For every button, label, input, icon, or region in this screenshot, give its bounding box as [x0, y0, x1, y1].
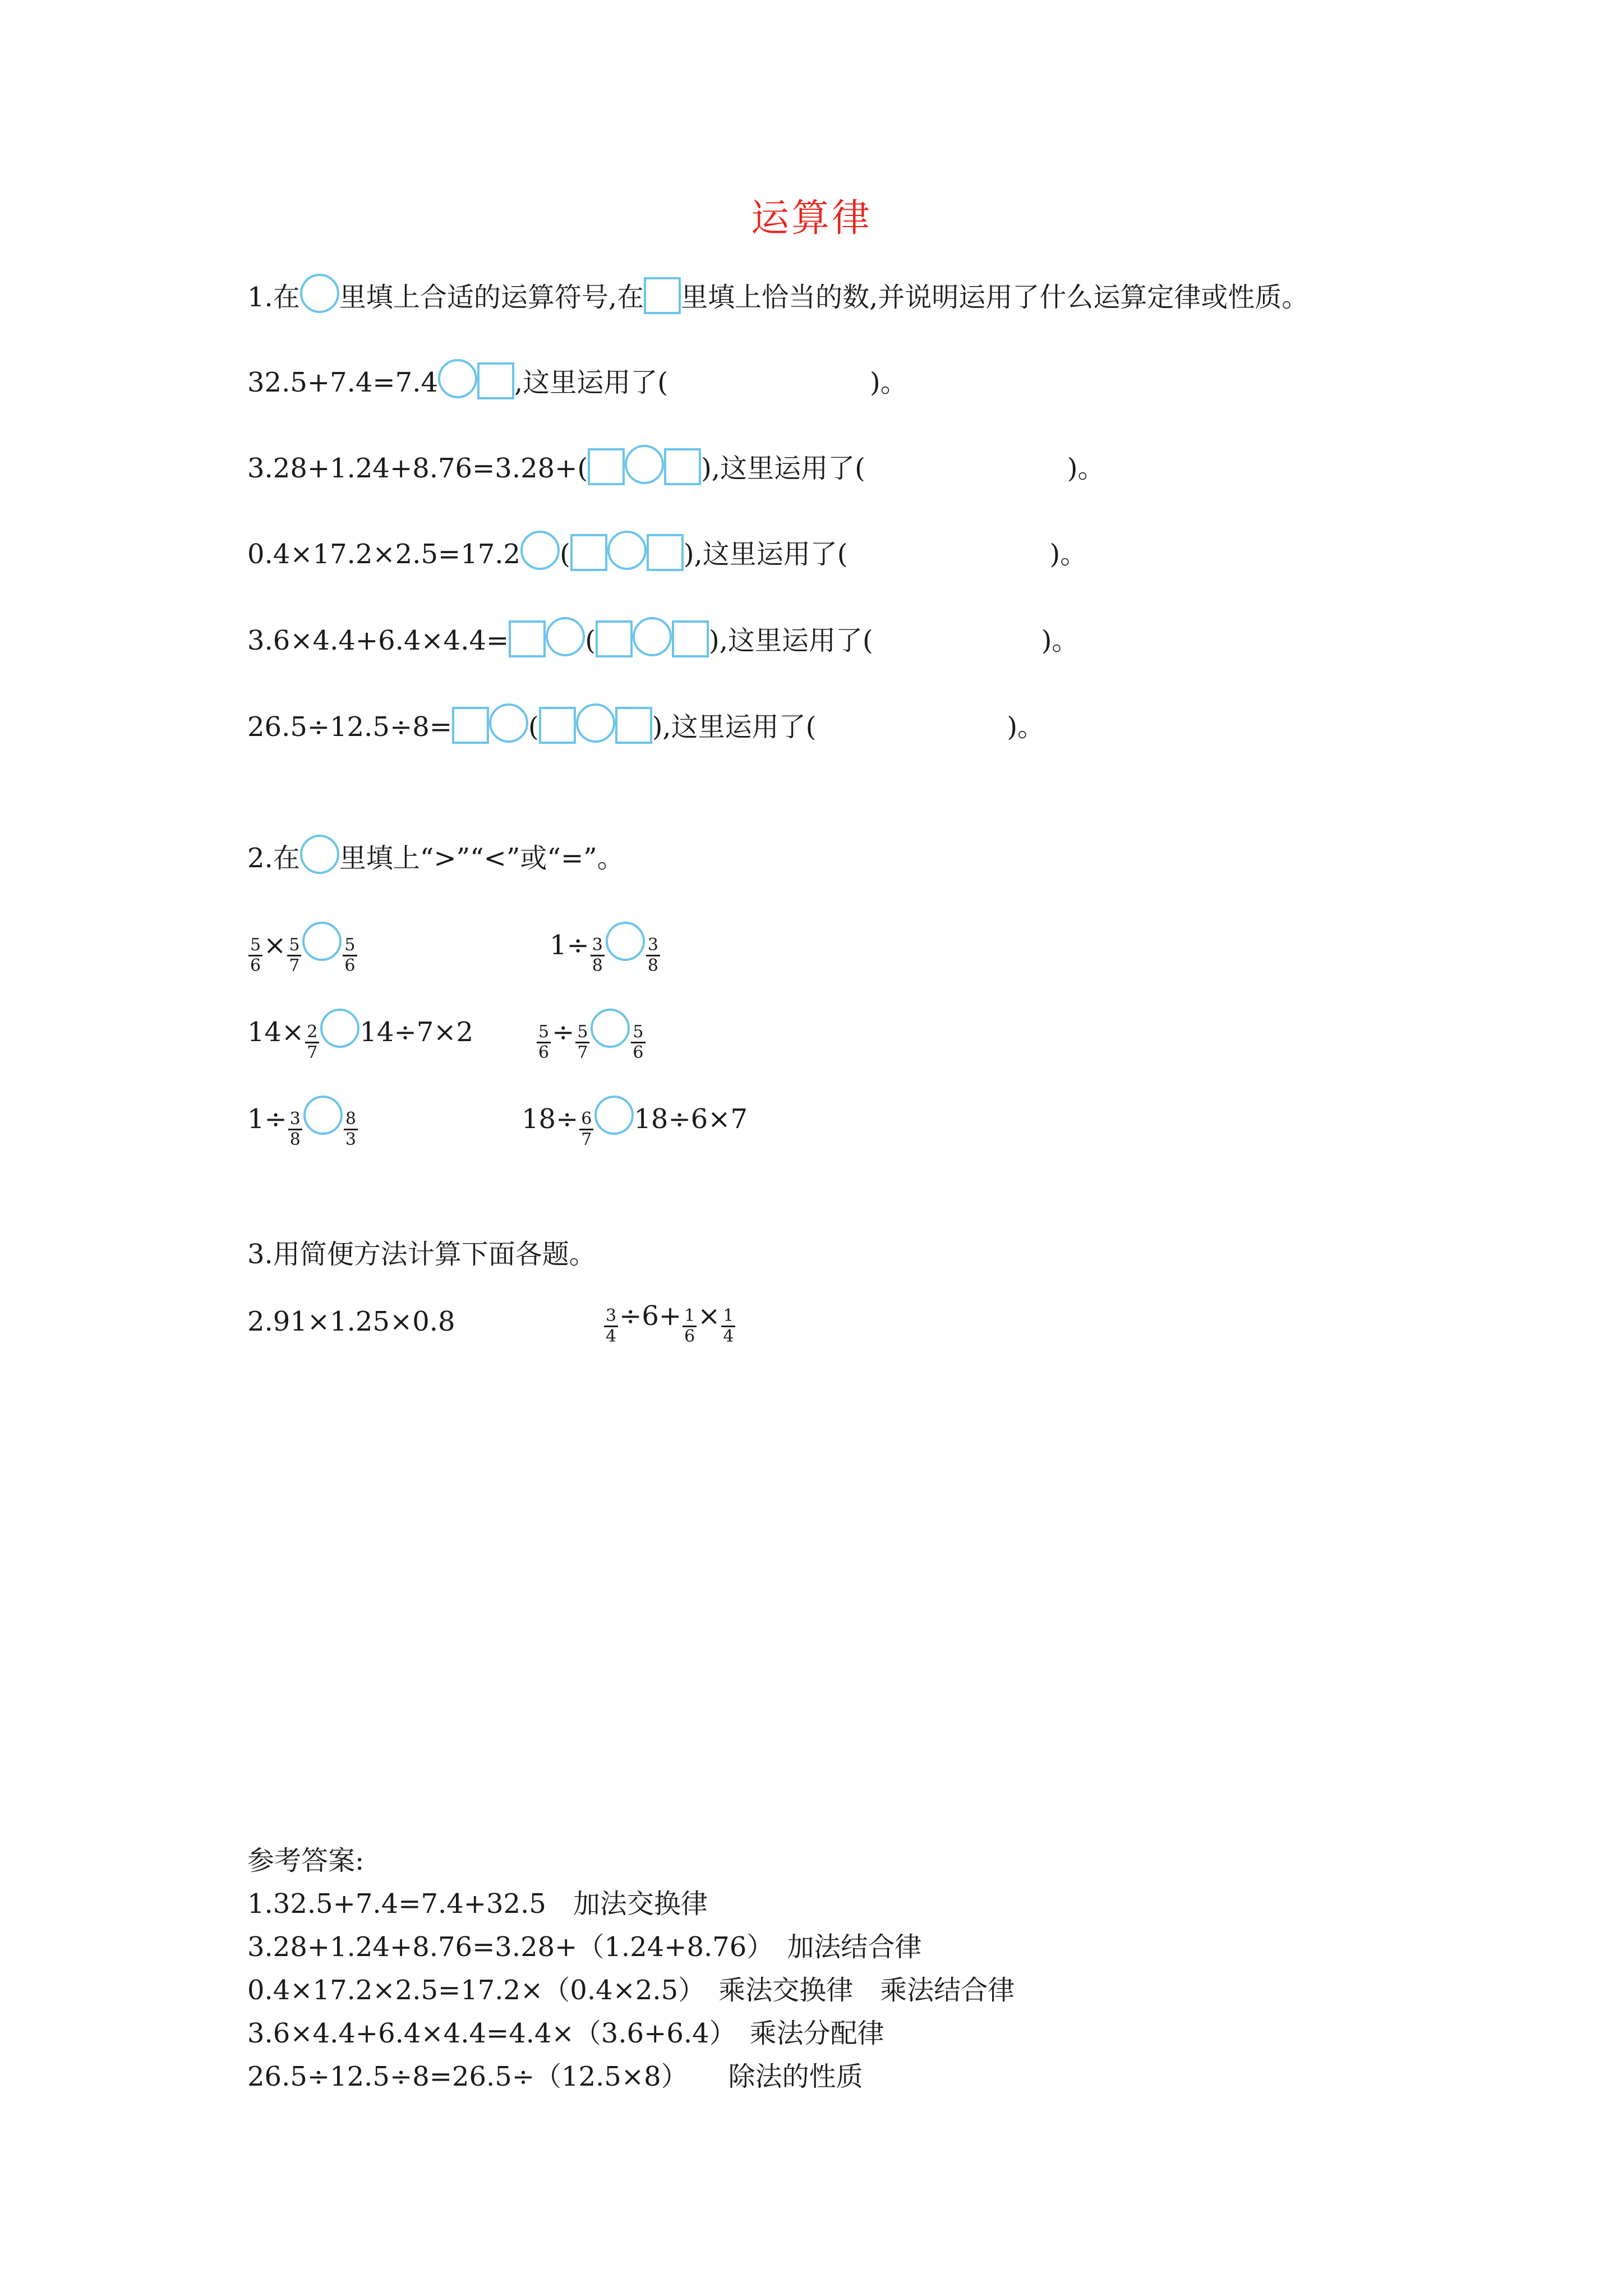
answer-line: 26.5÷12.5÷8=26.5÷（12.5×8） 除法的性质 — [247, 2061, 863, 2092]
fraction: $\frac{5}{7}$ — [575, 1023, 589, 1063]
q2-item-f: 18÷ $\frac{6}{7}$ 18÷6×7 — [522, 1096, 748, 1150]
q1-instruction: 1.在 里填上合适的运算符号,在 里填上恰当的数,并说明运用了什么运算定律或性质。 — [247, 274, 1308, 314]
q1-line-2: 3.28+1.24+8.76=3.28+( ),这里运用了( )。 — [247, 445, 1105, 485]
q1-line-4: 3.6×4.4+6.4×4.4= ( ),这里运用了( )。 — [247, 617, 1078, 657]
fraction: $\frac{6}{7}$ — [579, 1110, 593, 1150]
number-box[interactable] — [539, 707, 576, 744]
q1-line-1: 32.5+7.4=7.4 ,这里运用了( )。 — [247, 359, 907, 399]
number-box[interactable] — [452, 707, 489, 744]
operator-circle[interactable] — [438, 359, 477, 398]
number-box[interactable] — [596, 620, 633, 657]
operator-circle[interactable] — [546, 617, 585, 656]
fraction: $\frac{3}{8}$ — [646, 936, 660, 976]
q1-line-5: 26.5÷12.5÷8= ( ),这里运用了( )。 — [247, 703, 1044, 744]
fraction: $\frac{2}{7}$ — [305, 1023, 319, 1063]
fraction: $\frac{8}{3}$ — [344, 1110, 358, 1150]
fraction: $\frac{1}{4}$ — [721, 1306, 735, 1347]
q1-line-3: 0.4×17.2×2.5=17.2 ( ),这里运用了( )。 — [247, 531, 1087, 571]
fraction: $\frac{3}{8}$ — [288, 1110, 302, 1150]
answer-line: 1.32.5+7.4=7.4+32.5 加法交换律 — [247, 1888, 708, 1920]
operator-circle[interactable] — [607, 531, 647, 570]
number-box[interactable] — [588, 448, 625, 485]
fraction: $\frac{1}{6}$ — [683, 1306, 697, 1347]
number-box[interactable] — [664, 448, 701, 485]
compare-circle[interactable] — [606, 922, 645, 961]
number-box[interactable] — [477, 362, 514, 399]
q3-expr-1: 2.91×1.25×0.8 — [247, 1306, 455, 1337]
q3-instruction: 3.用简便方法计算下面各题。 — [247, 1239, 596, 1270]
number-box[interactable] — [672, 620, 709, 657]
compare-circle[interactable] — [303, 1096, 343, 1135]
page-title: 运算律 — [750, 196, 872, 241]
fraction: $\frac{5}{6}$ — [631, 1023, 645, 1063]
q2-item-c: 14× $\frac{2}{7}$ 14÷7×2 — [247, 1009, 473, 1063]
compare-circle[interactable] — [320, 1009, 359, 1048]
fraction: $\frac{5}{6}$ — [343, 936, 357, 976]
answers-heading: 参考答案: — [247, 1845, 365, 1876]
compare-circle[interactable] — [302, 922, 342, 961]
operator-circle[interactable] — [576, 703, 615, 743]
answer-line: 0.4×17.2×2.5=17.2×（0.4×2.5） 乘法交换律 乘法结合律 — [247, 1975, 1015, 2006]
q3-expr-2: $\frac{3}{4}$ ÷6+ $\frac{1}{6}$ × $\frac{1}{4}$ — [603, 1303, 736, 1347]
fraction: $\frac{5}{7}$ — [287, 936, 301, 976]
number-box[interactable] — [509, 620, 546, 657]
fraction: $\frac{5}{6}$ — [248, 936, 262, 976]
number-box-sample — [644, 277, 681, 314]
number-box[interactable] — [647, 534, 684, 571]
number-box[interactable] — [615, 707, 652, 744]
answer-line: 3.6×4.4+6.4×4.4=4.4×（3.6+6.4） 乘法分配律 — [247, 2018, 884, 2049]
q2-item-b: 1÷ $\frac{3}{8}$ $\frac{3}{8}$ — [550, 922, 661, 976]
number-box[interactable] — [570, 534, 607, 571]
q2-item-a: $\frac{5}{6}$ × $\frac{5}{7}$ $\frac{5}{6}$ — [247, 922, 358, 976]
answer-line: 3.28+1.24+8.76=3.28+（1.24+8.76） 加法结合律 — [247, 1931, 922, 1963]
compare-circle[interactable] — [591, 1009, 630, 1048]
fraction: $\frac{5}{6}$ — [537, 1023, 551, 1063]
operator-circle-sample — [300, 835, 339, 874]
fraction: $\frac{3}{8}$ — [591, 936, 605, 976]
operator-circle-sample — [300, 274, 339, 313]
operator-circle[interactable] — [489, 703, 528, 743]
q2-instruction: 2.在 里填上“>”“<”或“=”。 — [247, 835, 624, 874]
q2-item-e: 1÷ $\frac{3}{8}$ $\frac{8}{3}$ — [247, 1096, 359, 1150]
q2-item-d: $\frac{5}{6}$ ÷ $\frac{5}{7}$ $\frac{5}{6}$ — [536, 1009, 647, 1063]
operator-circle[interactable] — [520, 531, 560, 570]
fraction: $\frac{3}{4}$ — [604, 1306, 618, 1347]
operator-circle[interactable] — [625, 445, 664, 484]
operator-circle[interactable] — [633, 617, 672, 656]
compare-circle[interactable] — [594, 1096, 634, 1135]
